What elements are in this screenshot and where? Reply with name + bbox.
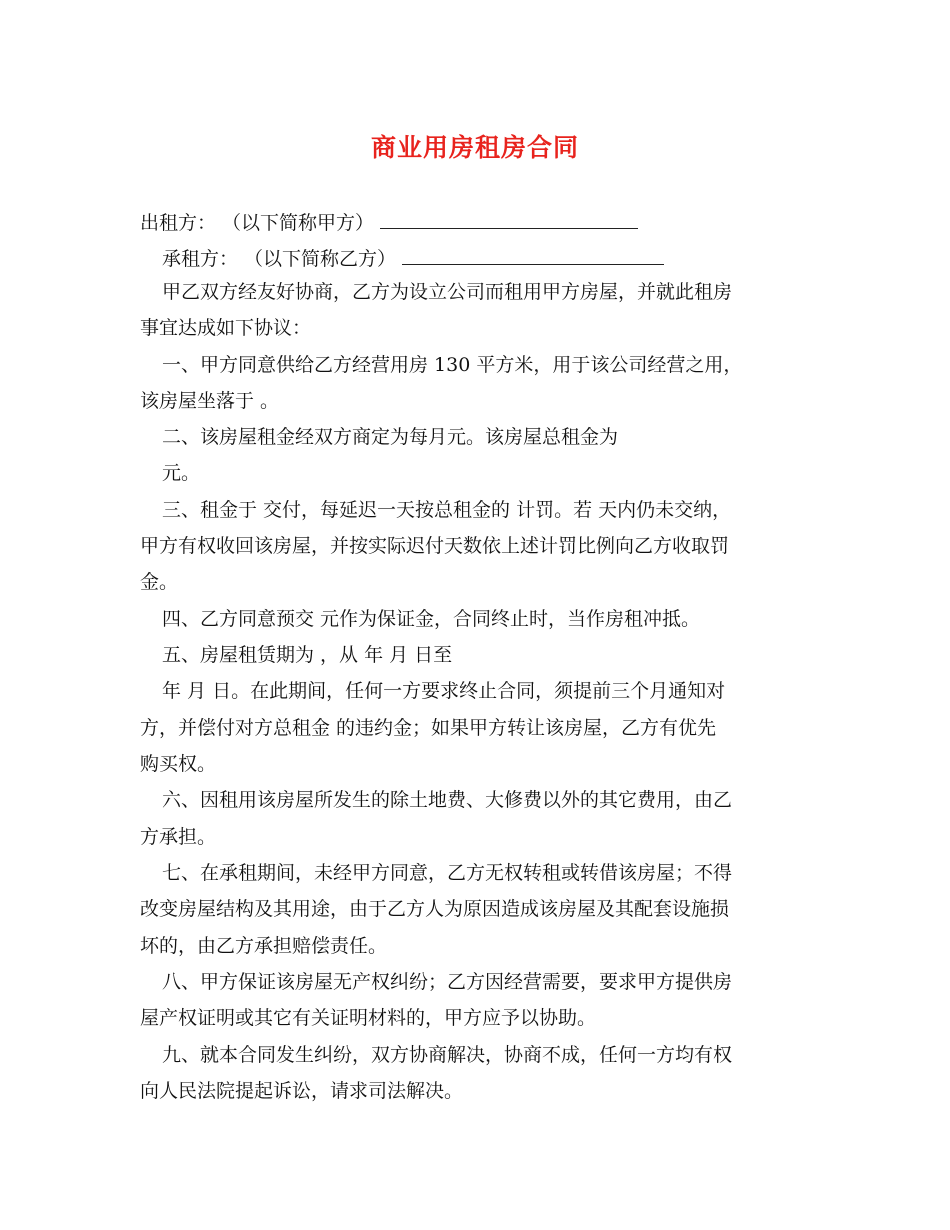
lessor-blank bbox=[380, 210, 638, 229]
text-line: 二、该房屋租金经双方商定为每月元。该房屋总租金为 bbox=[162, 426, 619, 448]
text-line: 一、甲方同意供给乙方经营用房 130 平方米，用于该公司经营之用， bbox=[162, 354, 743, 376]
text-line: 事宜达成如下协议： bbox=[140, 317, 312, 339]
text-line: 四、乙方同意预交 元作为保证金，合同终止时，当作房租冲抵。 bbox=[162, 608, 701, 630]
text-line: 甲方有权收回该房屋，并按实际迟付天数依上述计罚比例向乙方收取罚 bbox=[140, 535, 730, 557]
lessee-blank bbox=[402, 246, 664, 265]
text-line: 屋产权证明或其它有关证明材料的，甲方应予以协助。 bbox=[140, 1007, 597, 1029]
text-line: 坏的，由乙方承担赔偿责任。 bbox=[140, 935, 388, 957]
text-line: 改变房屋结构及其用途，由于乙方人为原因造成该房屋及其配套设施损 bbox=[140, 898, 730, 920]
lessor-line bbox=[140, 210, 638, 233]
text-line: 元。 bbox=[162, 462, 201, 484]
text-line: 方，并偿付对方总租金 的违约金；如果甲方转让该房屋，乙方有优先 bbox=[140, 717, 717, 739]
text-line: 七、在承租期间，未经甲方同意，乙方无权转租或转借该房屋；不得 bbox=[162, 862, 733, 884]
lessee-line bbox=[162, 246, 664, 269]
text-line: 八、甲方保证该房屋无产权纠纷；乙方因经营需要，要求甲方提供房 bbox=[162, 971, 733, 993]
text-line: 方承担。 bbox=[140, 826, 217, 848]
text-line: 六、因租用该房屋所发生的除土地费、大修费以外的其它费用，由乙 bbox=[162, 789, 733, 811]
text-line: 该房屋坐落于 。 bbox=[140, 390, 280, 412]
text-line: 向人民法院提起诉讼，请求司法解决。 bbox=[140, 1080, 464, 1102]
lessor-label: 出租方： （以下简称甲方） bbox=[140, 212, 375, 234]
document-title: 商业用房租房合同 bbox=[370, 133, 579, 162]
text-line: 九、就本合同发生纠纷，双方协商解决，协商不成，任何一方均有权 bbox=[162, 1044, 733, 1066]
text-line: 甲乙双方经友好协商，乙方为设立公司而租用甲方房屋，并就此租房 bbox=[162, 281, 733, 303]
text-line: 年 月 日。在此期间，任何一方要求终止合同，须提前三个月通知对 bbox=[162, 680, 726, 702]
lessee-label: 承租方： （以下简称乙方） bbox=[162, 248, 397, 270]
text-line: 购买权。 bbox=[140, 753, 217, 775]
text-line: 三、租金于 交付，每延迟一天按总租金的 计罚。若 天内仍未交纳， bbox=[162, 499, 732, 521]
text-line: 五、房屋租赁期为 ，从 年 月 日至 bbox=[162, 644, 453, 666]
text-line: 金。 bbox=[140, 571, 179, 593]
